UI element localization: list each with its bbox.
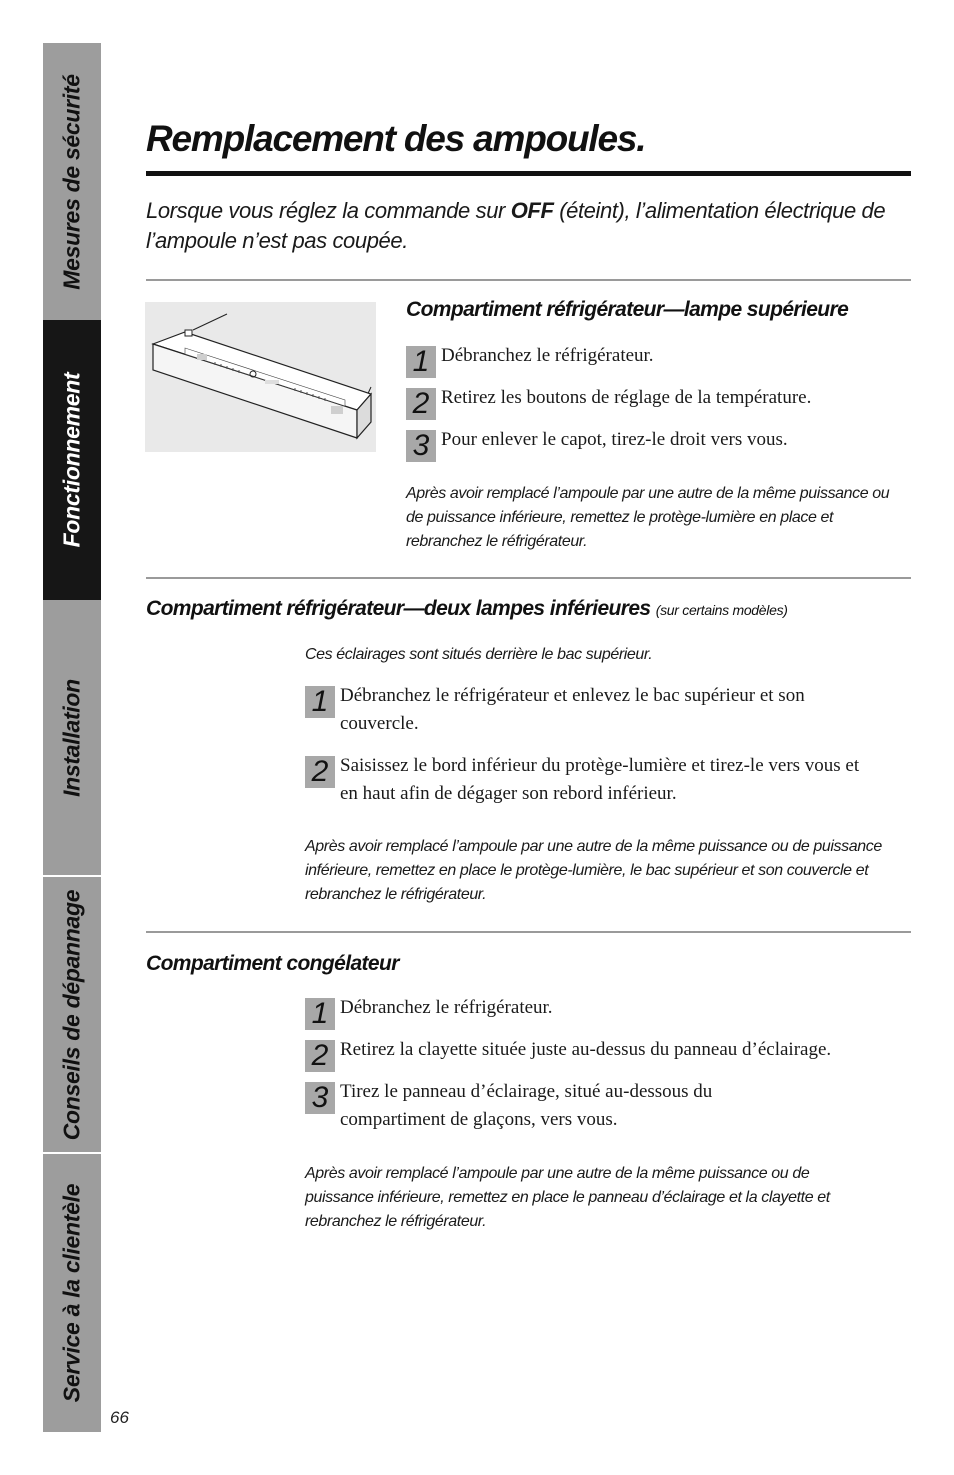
side-tab-operation[interactable] xyxy=(43,320,101,600)
section-note: Après avoir remplacé l’ampoule par une autre de la même puissance ou de puissance inférieure, remettez en place le panneau d’éclairage et la clayette et rebranchez le réfrigérateur. xyxy=(305,1165,830,1230)
step-text: Débranchez le réfrigérateur. xyxy=(441,345,654,366)
section-title-freezer: Compartiment congélateur xyxy=(146,952,399,975)
side-tab-label: Installation xyxy=(58,679,85,797)
section-divider xyxy=(146,931,911,933)
intro-text: Lorsque vous réglez la commande sur xyxy=(146,198,511,223)
step-number: 3 xyxy=(406,430,436,462)
side-tab-customer-service[interactable] xyxy=(43,1154,101,1432)
side-tab-installation[interactable] xyxy=(43,600,101,876)
section-title-text: Compartiment réfrigérateur—deux lampes inférieures xyxy=(146,597,651,620)
side-tab-safety[interactable] xyxy=(43,43,101,320)
step-number: 3 xyxy=(305,1082,335,1114)
section-title-lower-lamps xyxy=(146,597,788,621)
side-tab-troubleshooting[interactable] xyxy=(43,877,101,1152)
step-text: Retirez la clayette située juste au-dessus du panneau d’éclairage. xyxy=(340,1039,832,1060)
step-text: Saisissez le bord inférieur du protège-lumière et tirez-le vers vous et en haut afin de dégager son rebord inférieur. xyxy=(340,755,860,804)
step-text: Débranchez le réfrigérateur. xyxy=(340,997,553,1018)
section-note: Après avoir remplacé l’ampoule par une autre de la même puissance ou de puissance inférieure, remettez le protège-lumière en place et rebranchez le réfrigérateur. xyxy=(406,485,890,550)
side-tab-label: Service à la clientèle xyxy=(58,1183,85,1403)
step-text: Retirez les boutons de réglage de la température. xyxy=(441,387,812,408)
step-text: Débranchez le réfrigérateur et enlevez le bac supérieur et son couvercle. xyxy=(340,685,805,734)
intro-off-keyword: OFF xyxy=(510,198,554,223)
page-title: Remplacement des ampoules. xyxy=(146,118,646,159)
section-title-note: (sur certains modèles) xyxy=(655,602,788,618)
step-number: 2 xyxy=(305,756,335,788)
title-rule xyxy=(146,171,911,176)
section-note: Après avoir remplacé l’ampoule par une autre de la même puissance ou de puissance inférieure, remettez en place le protège-lumière, le bac supérieur et son couvercle et rebranchez le réfrigérateur. xyxy=(305,838,882,903)
step-text: Pour enlever le capot, tirez-le droit vers vous. xyxy=(441,429,788,450)
step-number: 2 xyxy=(305,1040,335,1072)
side-tab-label: Conseils de dépannage xyxy=(58,889,85,1140)
side-tab-label: Mesures de sécurité xyxy=(58,73,85,290)
intro-paragraph xyxy=(146,196,916,256)
side-tab-label: Fonctionnement xyxy=(58,372,85,548)
step-number: 1 xyxy=(406,346,436,378)
control-panel-illustration xyxy=(145,302,376,452)
section-divider xyxy=(146,279,911,281)
section-subtitle: Ces éclairages sont situés derrière le bac supérieur. xyxy=(305,646,653,663)
step-text: Tirez le panneau d’éclairage, situé au-dessous du compartiment de glaçons, vers vous. xyxy=(340,1081,713,1130)
section-divider xyxy=(146,577,911,579)
step-number: 1 xyxy=(305,998,335,1030)
step-number: 2 xyxy=(406,388,436,420)
page-number: 66 xyxy=(110,1408,129,1427)
control-panel-drawing xyxy=(145,302,376,452)
section-title-upper-lamp: Compartiment réfrigérateur—lampe supérieure xyxy=(406,298,849,321)
step-number: 1 xyxy=(305,686,335,718)
intro-text-end: (éteint), l’alimentation électrique de l’ampoule n’est pas coupée. xyxy=(146,198,886,253)
